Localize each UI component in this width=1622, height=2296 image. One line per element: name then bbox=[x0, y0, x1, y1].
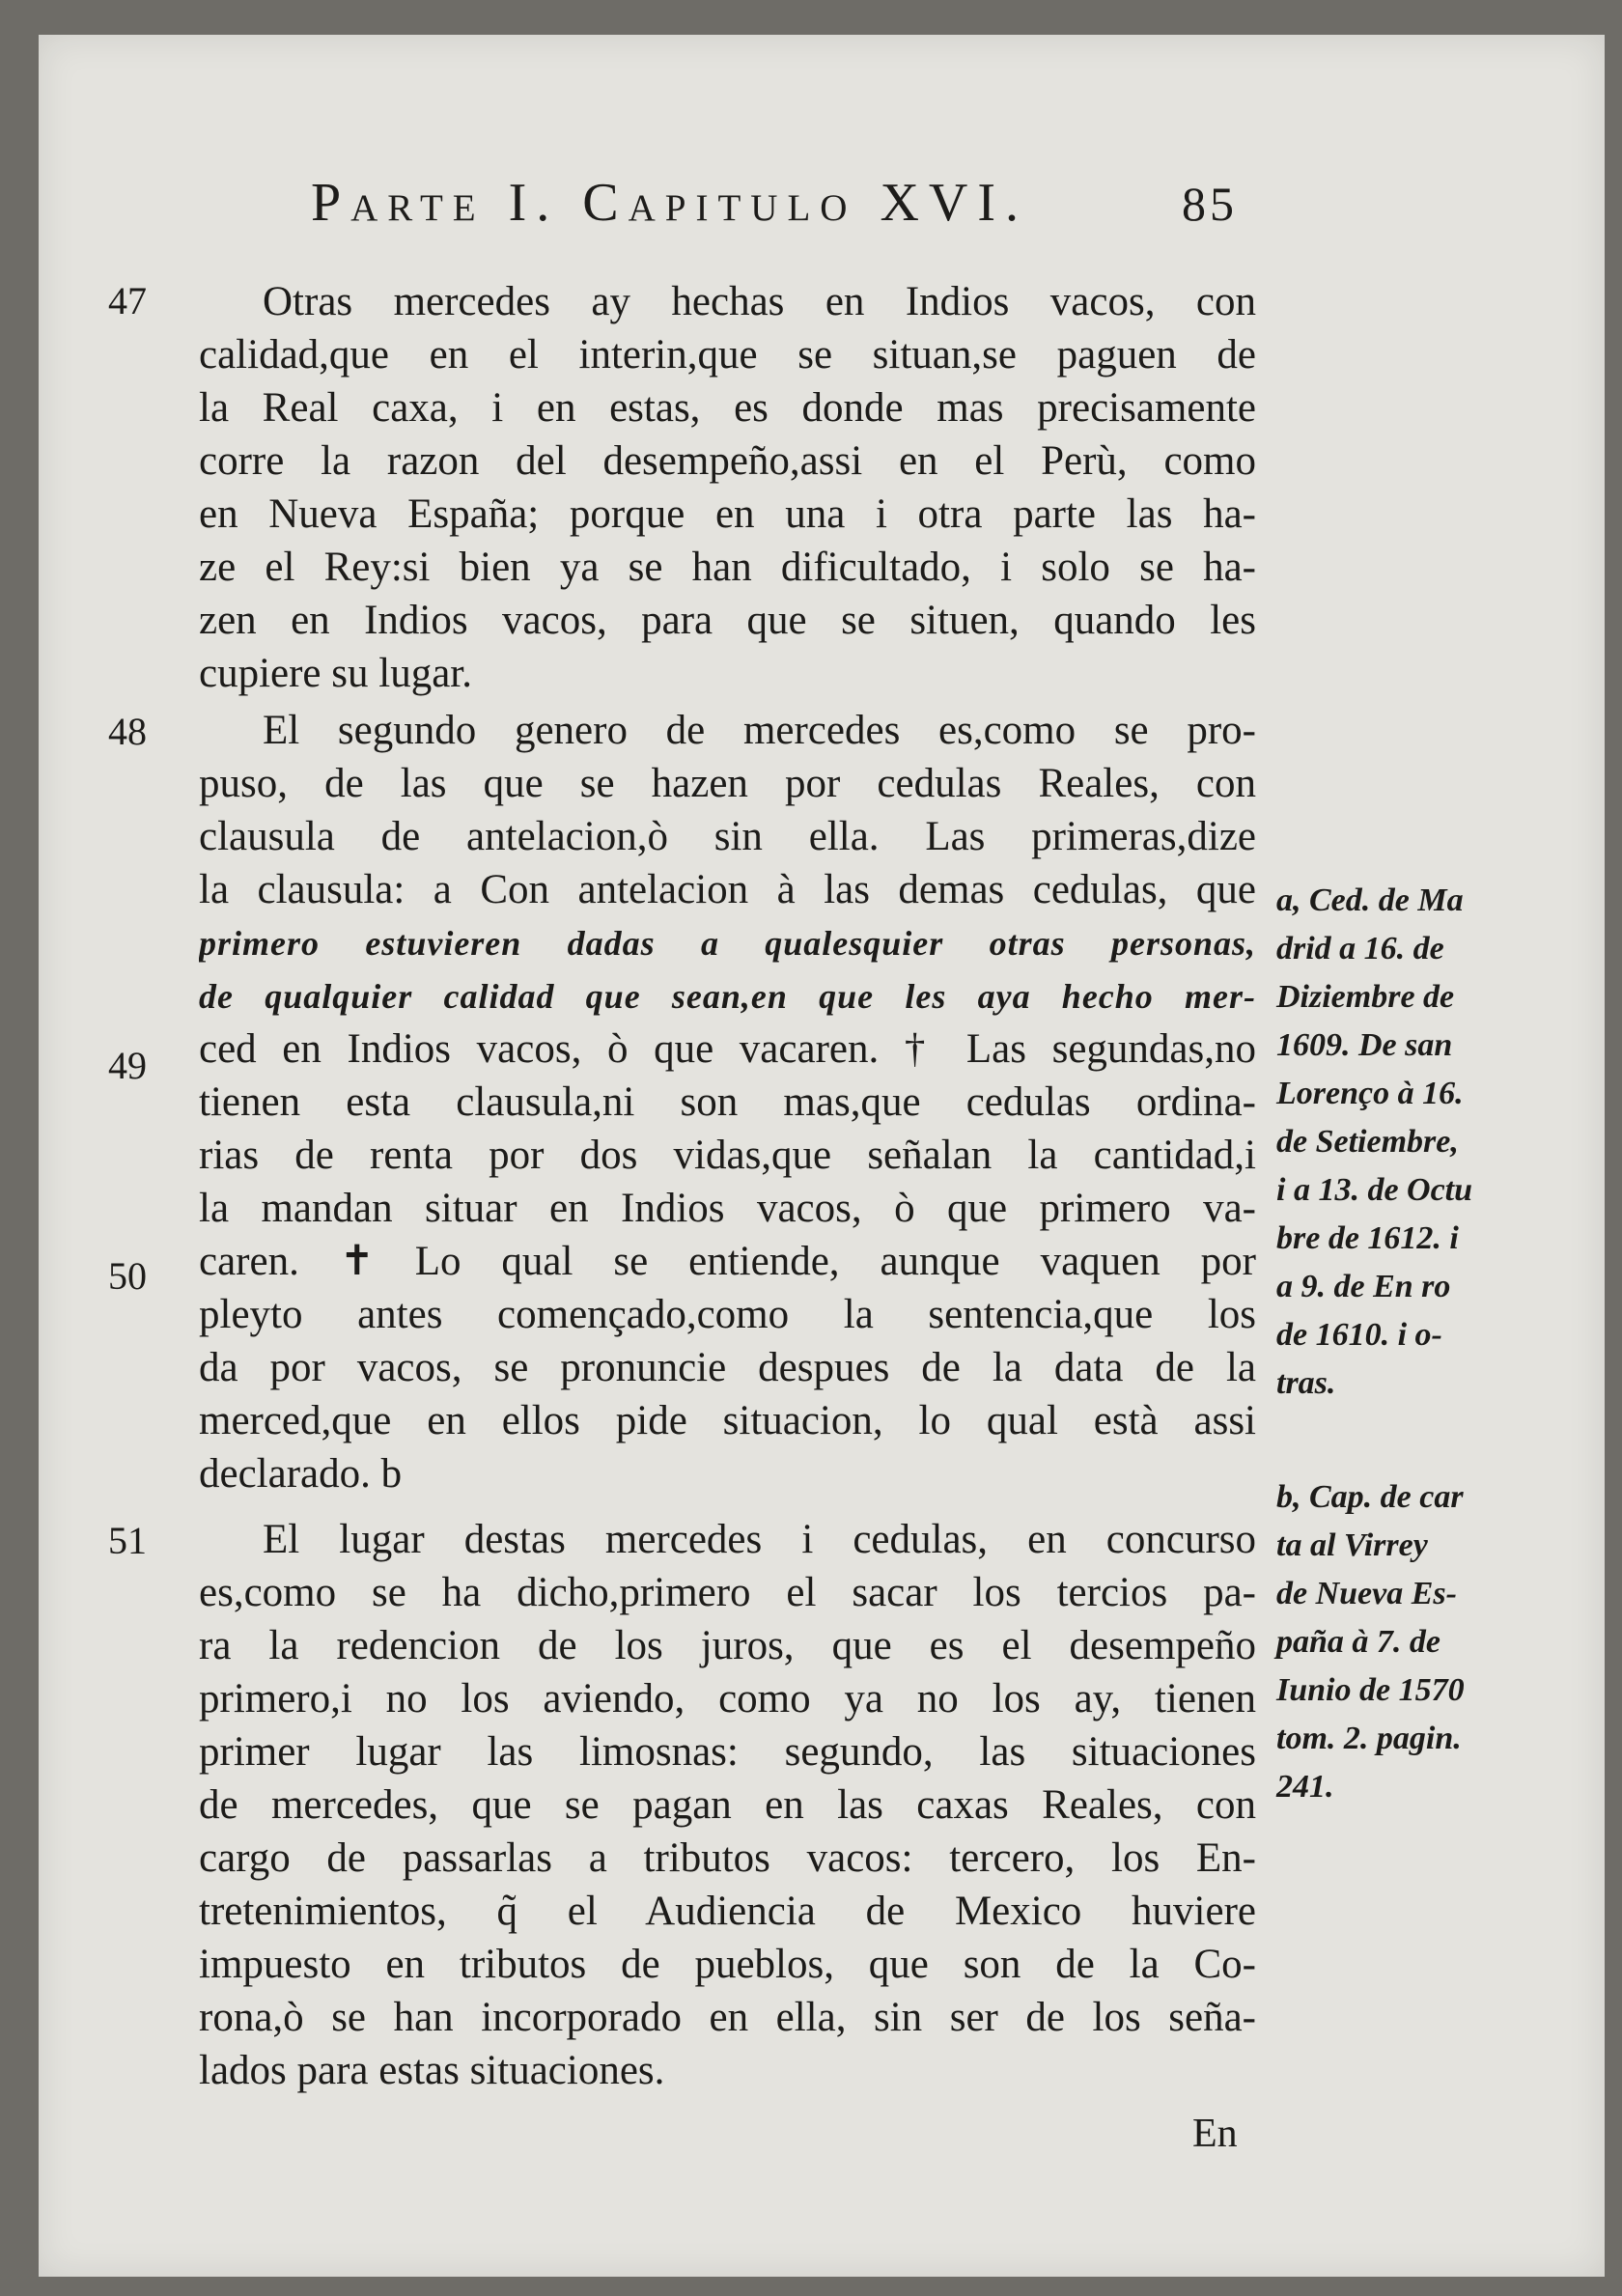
text-line: tretenimientos, q̃ el Audiencia de Mexico huviere bbox=[199, 1889, 1256, 1934]
text-line: puso, de las que se hazen por cedulas Reales, con bbox=[199, 761, 1256, 806]
text-line: cupiere su lugar. bbox=[199, 651, 472, 696]
text-line: rona,ò se han incorporado en ella, sin ser de los seña- bbox=[199, 1995, 1256, 2040]
chapter-title: Parte I. Capitulo XVI. bbox=[311, 173, 1028, 233]
text-line: la mandan situar en Indios vacos, ò que primero va- bbox=[199, 1186, 1256, 1231]
margin-number: 51 bbox=[108, 1519, 147, 1562]
text-line: da por vacos, se pronuncie despues de la data de la bbox=[199, 1345, 1256, 1390]
page-number: 85 bbox=[1182, 177, 1238, 231]
text-line: ra la redencion de los juros, que es el desempeño bbox=[199, 1623, 1256, 1668]
margin-number: 47 bbox=[108, 279, 147, 322]
text-line: es,como se ha dicho,primero el sacar los tercios pa- bbox=[199, 1570, 1256, 1615]
text-line: lados para estas situaciones. bbox=[199, 2048, 665, 2093]
text-line: clausula de antelacion,ò sin ella. Las primeras,dize bbox=[199, 814, 1256, 859]
text-line: la Real caxa, i en estas, es donde mas precisamente bbox=[199, 385, 1256, 431]
marginal-note-a: a, Ced. de Ma drid a 16. de Diziembre de 1609. De san Lorenço à 16. de Setiembre, i a 13. de Octu bre de 1612. i a 9. de En ro de 1610. i o- tras. bbox=[1276, 882, 1473, 1401]
running-header bbox=[272, 149, 1238, 255]
text-line: rias de renta por dos vidas,que señalan la cantidad,i bbox=[199, 1133, 1256, 1178]
text-line: declarado. b bbox=[199, 1451, 403, 1497]
text-line: en Nueva España; porque en una i otra parte las ha- bbox=[199, 491, 1256, 537]
text-line: Otras mercedes ay hechas en Indios vacos, con bbox=[263, 279, 1256, 324]
catchword: En bbox=[1192, 2112, 1238, 2156]
text-line: calidad,que en el interin,que se situan,se paguen de bbox=[199, 332, 1256, 378]
text-line: tienen esta clausula,ni son mas,que cedulas ordina- bbox=[199, 1079, 1256, 1125]
text-line-italic: primero estuvieren dadas a qualesquier otras personas, bbox=[199, 924, 1256, 963]
text-line: de mercedes, que se pagan en las caxas Reales, con bbox=[199, 1782, 1256, 1828]
text-line: primer lugar las limosnas: segundo, las situaciones bbox=[199, 1729, 1256, 1775]
text-line: El lugar destas mercedes i cedulas, en concurso bbox=[263, 1517, 1256, 1562]
text-line: primero,i no los aviendo, como ya no los ay, tienen bbox=[199, 1676, 1256, 1722]
text-line: cargo de passarlas a tributos vacos: tercero, los En- bbox=[199, 1835, 1256, 1881]
book-page bbox=[39, 35, 1605, 2277]
margin-number: 48 bbox=[108, 710, 147, 753]
marginal-note-b: b, Cap. de car ta al Virrey de Nueva Es- paña à 7. de Iunio de 1570 tom. 2. pagin. 241. bbox=[1276, 1479, 1465, 1805]
text-line: El segundo genero de mercedes es,como se pro- bbox=[263, 708, 1256, 753]
text-line: caren. ✝ Lo qual se entiende, aunque vaquen por bbox=[199, 1239, 1256, 1284]
text-line: pleyto antes començado,como la sentencia,que los bbox=[199, 1292, 1256, 1337]
text-line: impuesto en tributos de pueblos, que son de la Co- bbox=[199, 1942, 1256, 1987]
text-line: zen en Indios vacos, para que se situen, quando les bbox=[199, 598, 1256, 643]
text-line: corre la razon del desempeño,assi en el Perù, como bbox=[199, 438, 1256, 484]
text-line-italic: de qualquier calidad que sean,en que les aya hecho mer- bbox=[199, 977, 1256, 1016]
text-line: merced,que en ellos pide situacion, lo qual està assi bbox=[199, 1398, 1256, 1443]
text-line: la clausula: a Con antelacion à las demas cedulas, que bbox=[199, 867, 1256, 912]
text-line: ze el Rey:si bien ya se han dificultado, i solo se ha- bbox=[199, 545, 1256, 590]
text-line: ced en Indios vacos, ò que vacaren. † Las segundas,no bbox=[199, 1026, 1256, 1072]
margin-number: 50 bbox=[108, 1254, 147, 1298]
margin-number: 49 bbox=[108, 1044, 147, 1087]
